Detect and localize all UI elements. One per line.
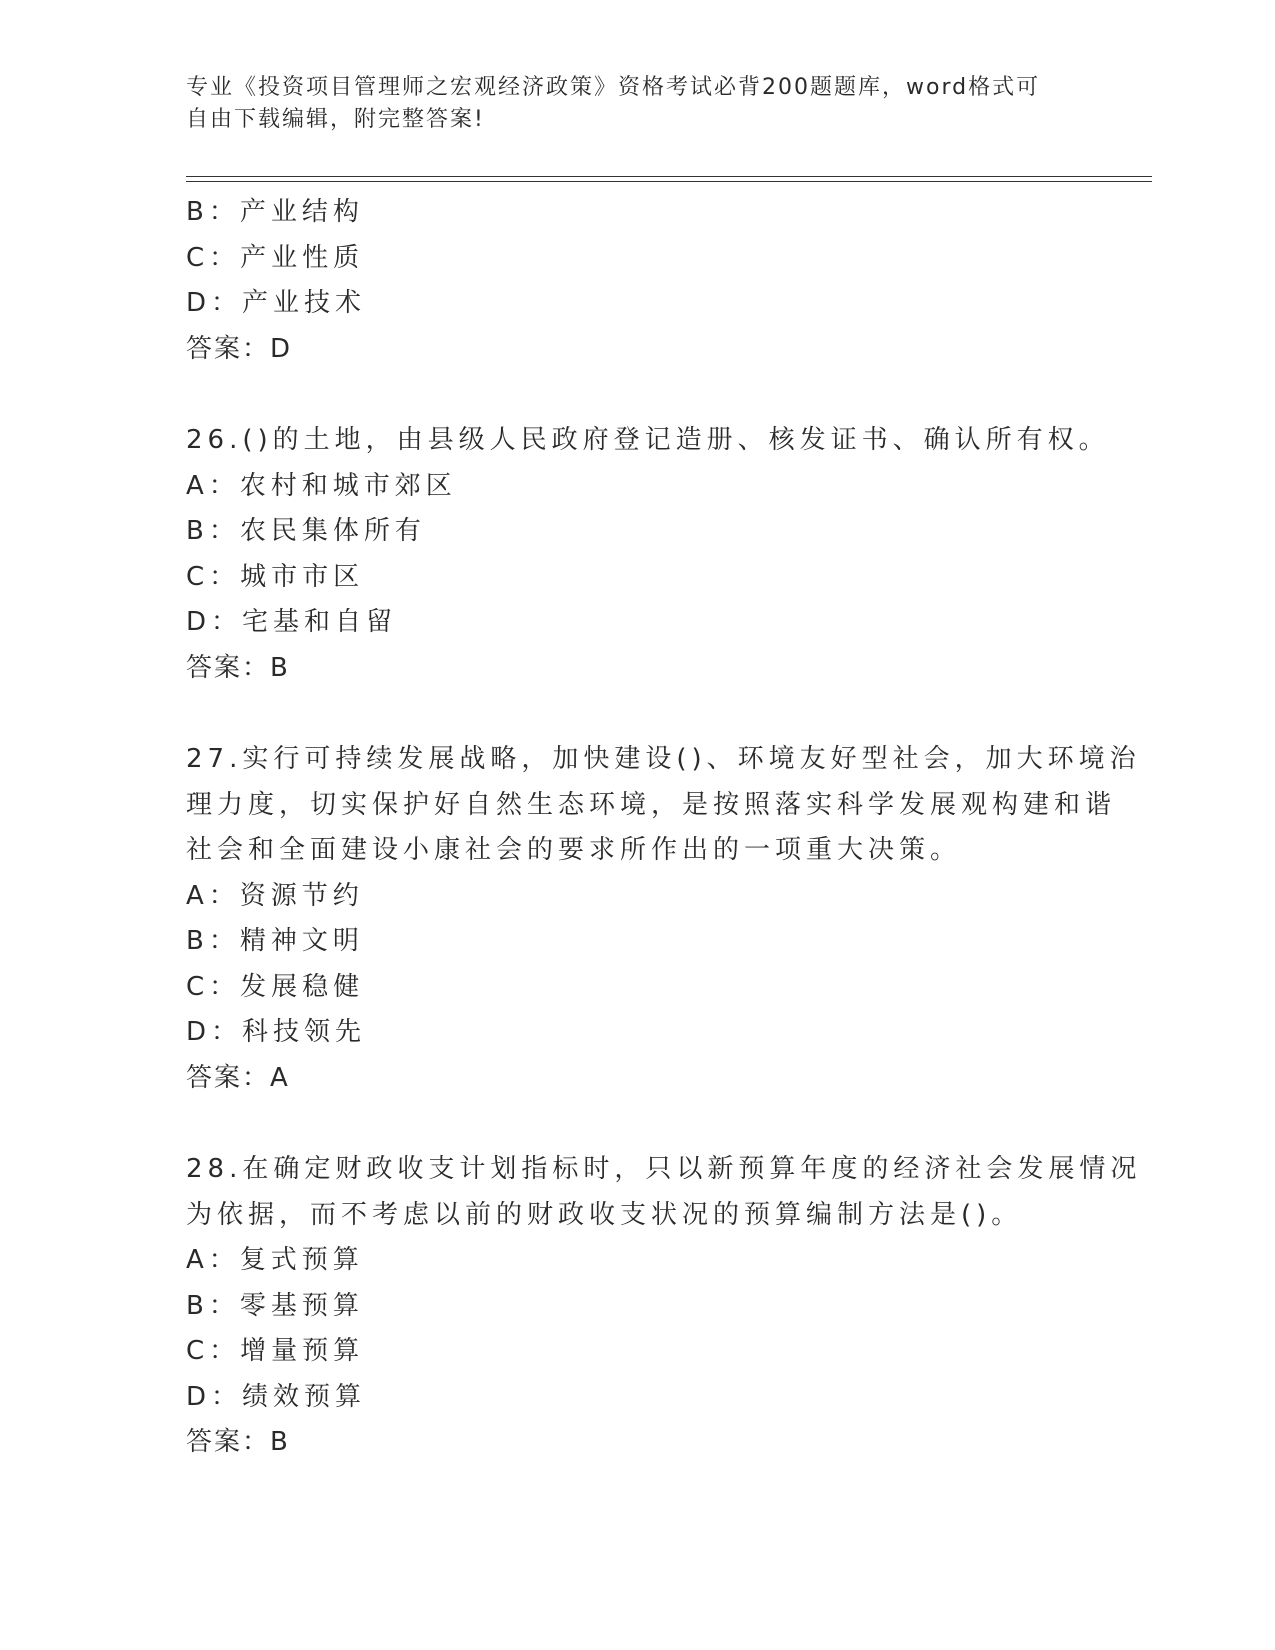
option-b: B：产业结构	[186, 197, 364, 227]
option-d: D：产业技术	[186, 288, 367, 318]
question-text: 26.()的土地，由县级人民政府登记造册、核发证书、确认所有权。	[186, 425, 1110, 455]
spacer	[186, 691, 1086, 737]
header-line-2: 自由下载编辑，附完整答案!	[186, 107, 485, 132]
answer: 答案：B	[186, 1427, 290, 1457]
header-divider-top	[186, 176, 1152, 177]
option-c: C：产业性质	[186, 242, 365, 273]
option-c: C：增量预算	[186, 1336, 365, 1366]
question-text-line: 28.在确定财政收支计划指标时，只以新预算年度的经济社会发展情况	[186, 1154, 1142, 1184]
question-25	[186, 190, 1086, 372]
option-b: B：零基预算	[186, 1290, 364, 1321]
spacer	[186, 1101, 1086, 1147]
question-text-line: 27.实行可持续发展战略，加快建设()、环境友好型社会，加大环境治	[186, 744, 1141, 774]
question-list	[186, 190, 1142, 1466]
option-b: B：精神文明	[186, 926, 364, 956]
answer: 答案：D	[186, 333, 293, 364]
question-26	[186, 418, 1110, 691]
question-text-line: 为依据，而不考虑以前的财政收支状况的预算编制方法是()。	[186, 1199, 1023, 1230]
option-b: B：农民集体所有	[186, 516, 426, 546]
header-divider-bottom	[186, 181, 1152, 182]
question-text-line: 社会和全面建设小康社会的要求所作出的一项重大决策。	[186, 835, 962, 865]
question-text-line: 理力度，切实保护好自然生态环境，是按照落实科学发展观构建和谐	[186, 789, 1117, 820]
option-a: A：资源节约	[186, 880, 364, 911]
spacer	[186, 372, 1086, 418]
question-27	[186, 737, 1141, 1101]
option-d: D：科技领先	[186, 1017, 367, 1047]
option-c: C：发展稳健	[186, 971, 365, 1002]
option-d: D：宅基和自留	[186, 607, 398, 637]
document-header	[186, 72, 1066, 136]
option-a: A：农村和城市郊区	[186, 470, 457, 501]
option-c: C：城市市区	[186, 561, 365, 592]
header-line-1: 专业《投资项目管理师之宏观经济政策》资格考试必背200题题库，word格式可	[186, 75, 1041, 100]
answer: 答案：A	[186, 1062, 290, 1093]
option-a: A：复式预算	[186, 1245, 364, 1275]
answer: 答案：B	[186, 652, 290, 683]
question-28	[186, 1147, 1142, 1466]
option-d: D：绩效预算	[186, 1381, 367, 1412]
